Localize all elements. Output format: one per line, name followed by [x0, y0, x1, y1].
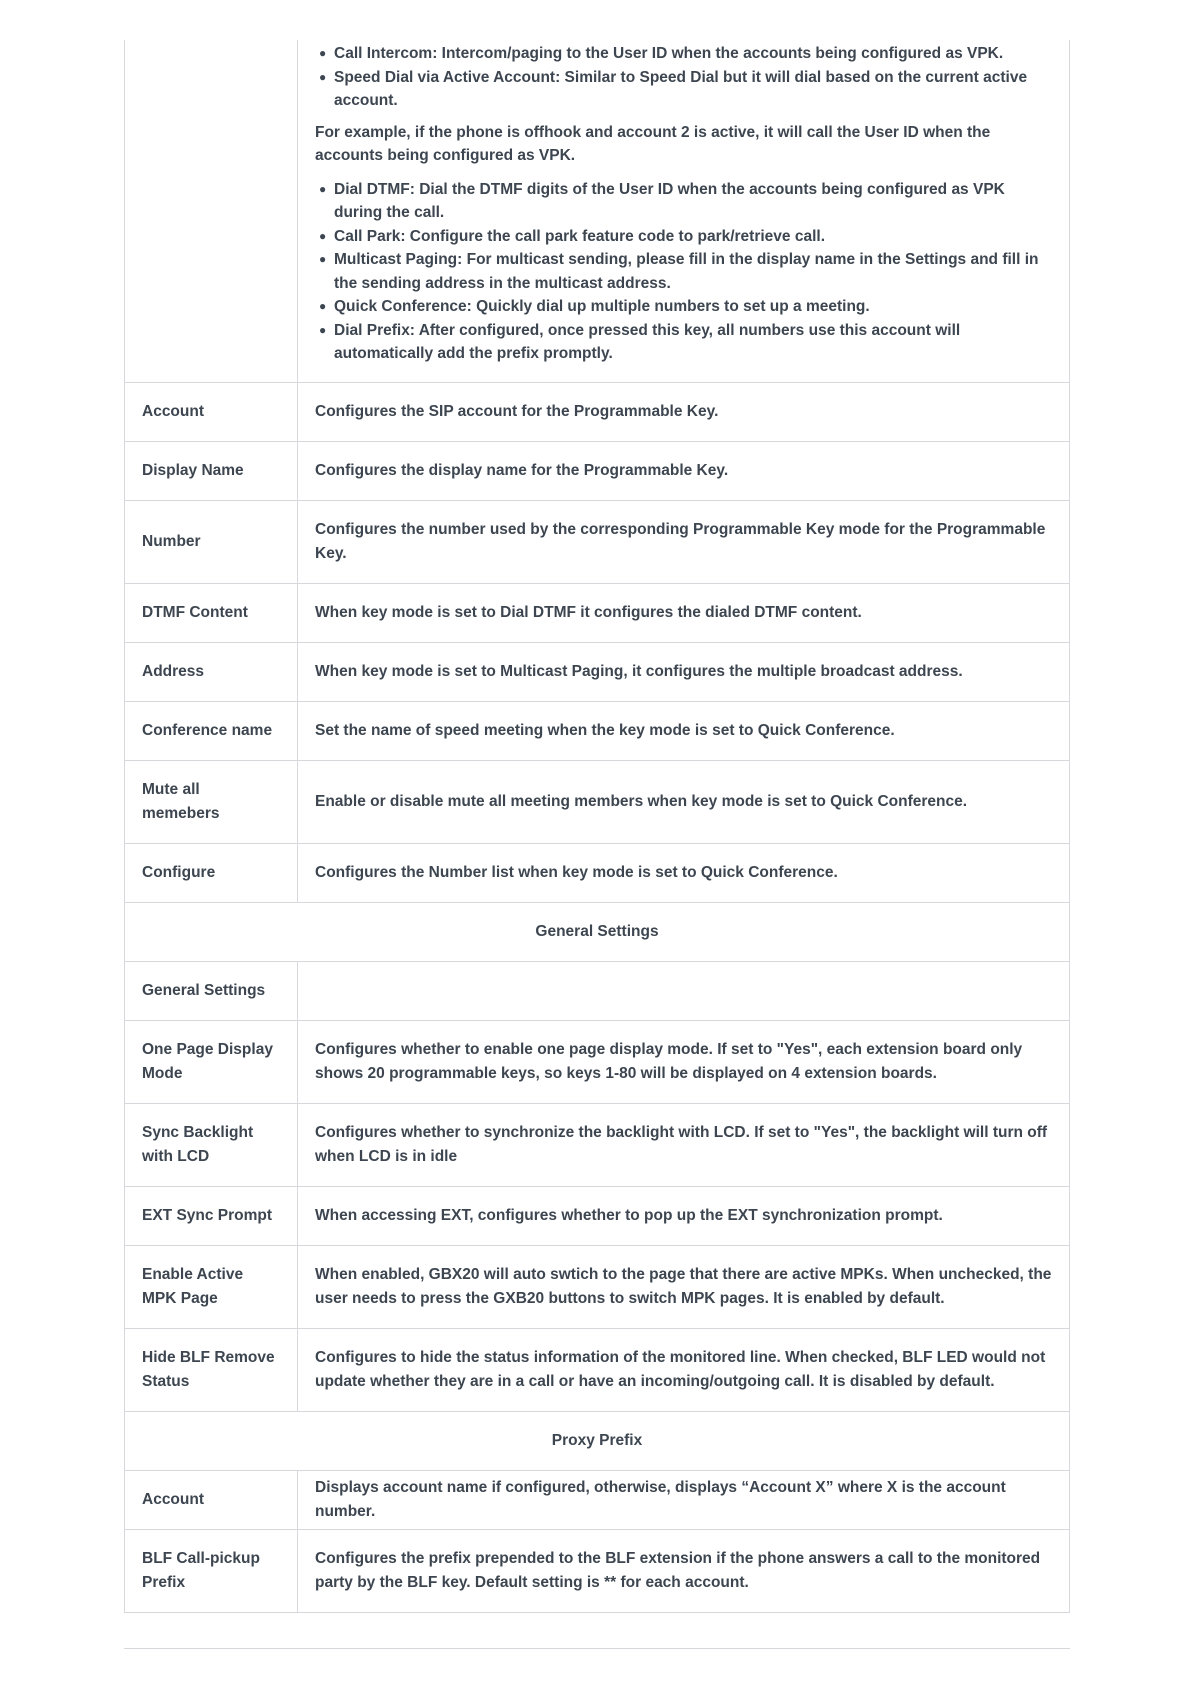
- row-description: [298, 961, 1070, 1020]
- key-mode-description-cell: [298, 40, 1070, 382]
- table-row: [125, 1103, 1070, 1186]
- bullet-icon: ●: [319, 46, 327, 60]
- row-label: Sync Backlight with LCD: [125, 1103, 298, 1186]
- section-header-row: [125, 1411, 1070, 1470]
- row-label: Enable Active MPK Page: [125, 1245, 298, 1328]
- table-row: [125, 843, 1070, 902]
- row-description: Set the name of speed meeting when the key mode is set to Quick Conference.: [298, 701, 1070, 760]
- list-item: ● Dial DTMF: Dial the DTMF digits of the User ID when the accounts being configured as VPK during the call.: [319, 178, 1052, 225]
- table-row: [125, 1245, 1070, 1328]
- row-label: DTMF Content: [125, 583, 298, 642]
- row-description: Configures the display name for the Programmable Key.: [298, 441, 1070, 500]
- bullet-icon: ●: [319, 299, 327, 313]
- row-label: One Page Display Mode: [125, 1020, 298, 1103]
- table-row-key-modes: [125, 40, 1070, 382]
- row-label: EXT Sync Prompt: [125, 1186, 298, 1245]
- list-item: ● Speed Dial via Active Account: Similar to Speed Dial but it will dial based on the current active account.: [319, 66, 1052, 113]
- row-description: Configures the prefix prepended to the BLF extension if the phone answers a call to the monitored party by the BLF key. Default setting is ** for each account.: [298, 1529, 1070, 1612]
- row-label: Configure: [125, 843, 298, 902]
- table-row: [125, 760, 1070, 843]
- row-description: When key mode is set to Multicast Paging, it configures the multiple broadcast address.: [298, 642, 1070, 701]
- row-description: When enabled, GBX20 will auto swtich to the page that there are active MPKs. When unchecked, the user needs to press the GXB20 buttons to switch MPK pages. It is enabled by default.: [298, 1245, 1070, 1328]
- list-item: ● Dial Prefix: After configured, once pressed this key, all numbers use this account will automatically add the prefix promptly.: [319, 319, 1052, 366]
- section-title-general-settings: General Settings: [125, 902, 1070, 961]
- bullet-icon: ●: [319, 228, 327, 243]
- table-row: [125, 642, 1070, 701]
- bullet-icon: ●: [319, 252, 327, 266]
- bullet-icon: ●: [319, 322, 327, 337]
- list-item: ● Call Intercom: Intercom/paging to the User ID when the accounts being configured as VPK.: [319, 42, 1052, 66]
- row-label: Mute all memebers: [125, 760, 298, 843]
- table-row: [125, 1328, 1070, 1411]
- list-item: ● Call Park: Configure the call park feature code to park/retrieve call.: [319, 225, 1052, 249]
- row-label: Display Name: [125, 441, 298, 500]
- row-label: Account: [125, 382, 298, 441]
- table-row: [125, 1470, 1070, 1529]
- list-item: ● Multicast Paging: For multicast sending, please fill in the display name in the Settings and fill in the sending address in the multicast address.: [319, 248, 1052, 295]
- example-paragraph: For example, if the phone is offhook and account 2 is active, it will call the User ID when the accounts being configured as VPK.: [315, 123, 991, 164]
- table-row: [125, 1529, 1070, 1612]
- row-description: When key mode is set to Dial DTMF it configures the dialed DTMF content.: [298, 583, 1070, 642]
- row-description: Enable or disable mute all meeting members when key mode is set to Quick Conference.: [298, 760, 1070, 843]
- row-label: Address: [125, 642, 298, 701]
- settings-table-page: [124, 40, 1070, 1613]
- section-title-proxy-prefix: Proxy Prefix: [125, 1411, 1070, 1470]
- key-mode-list-a: [315, 42, 1052, 113]
- row-label: Number: [125, 500, 298, 583]
- key-mode-list-b: [315, 178, 1052, 366]
- row-description: When accessing EXT, configures whether to pop up the EXT synchronization prompt.: [298, 1186, 1070, 1245]
- footer-divider: [124, 1648, 1070, 1649]
- row-description: Configures whether to synchronize the backlight with LCD. If set to "Yes", the backlight will turn off when LCD is in idle: [298, 1103, 1070, 1186]
- table-row: [125, 500, 1070, 583]
- empty-label-cell: [125, 40, 298, 382]
- row-description: Configures the number used by the corresponding Programmable Key mode for the Programmable Key.: [298, 500, 1070, 583]
- row-label: Hide BLF Remove Status: [125, 1328, 298, 1411]
- table-row: [125, 961, 1070, 1020]
- table-row: [125, 441, 1070, 500]
- table-row: [125, 1020, 1070, 1103]
- row-label: Conference name: [125, 701, 298, 760]
- row-label: BLF Call-pickup Prefix: [125, 1529, 298, 1612]
- table-row: [125, 382, 1070, 441]
- row-label: Account: [125, 1470, 298, 1529]
- list-item: ● Quick Conference: Quickly dial up multiple numbers to set up a meeting.: [319, 295, 1052, 319]
- row-description: Configures to hide the status information of the monitored line. When checked, BLF LED would not update whether they are in a call or have an incoming/outgoing call. It is disabled by default.: [298, 1328, 1070, 1411]
- table-row: [125, 583, 1070, 642]
- row-description: Configures the Number list when key mode is set to Quick Conference.: [298, 843, 1070, 902]
- row-label: General Settings: [125, 961, 298, 1020]
- row-description: Displays account name if configured, otherwise, displays “Account X” where X is the account number.: [298, 1470, 1070, 1529]
- table-row: [125, 1186, 1070, 1245]
- row-description: Configures the SIP account for the Programmable Key.: [298, 382, 1070, 441]
- table-row: [125, 701, 1070, 760]
- bullet-icon: ●: [319, 69, 327, 84]
- row-description: Configures whether to enable one page display mode. If set to "Yes", each extension board only shows 20 programmable keys, so keys 1-80 will be displayed on 4 extension boards.: [298, 1020, 1070, 1103]
- settings-table: [124, 40, 1070, 1613]
- bullet-icon: ●: [319, 181, 327, 196]
- section-header-row: [125, 902, 1070, 961]
